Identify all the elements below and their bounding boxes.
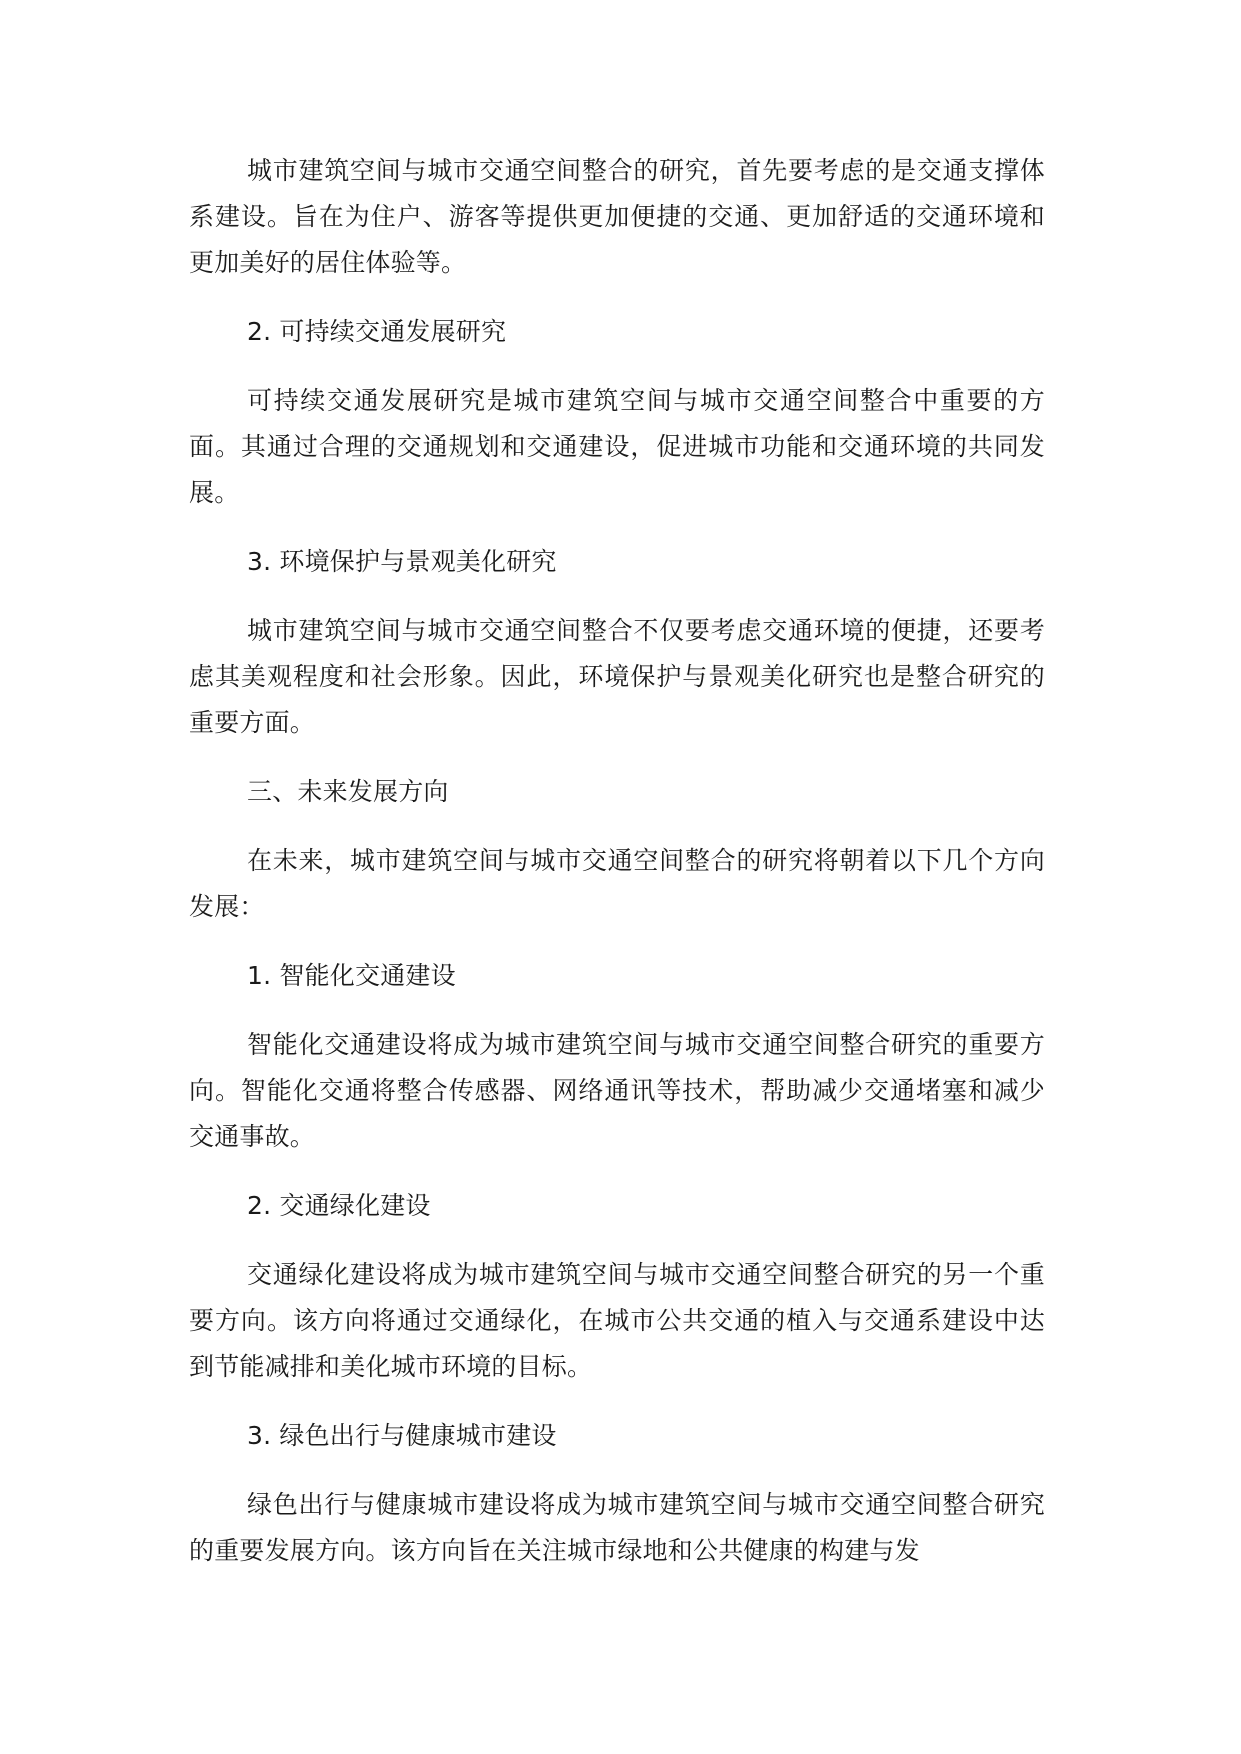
paragraph-environment-landscape: 城市建筑空间与城市交通空间整合不仅要考虑交通环境的便捷，还要考虑其美观程度和社会形象。因此，环境保护与景观美化研究也是整合研究的重要方面。 <box>189 616 1045 737</box>
document-body <box>189 148 1045 1597</box>
paragraph-green-travel: 绿色出行与健康城市建设将成为城市建筑空间与城市交通空间整合研究的重要发展方向。该方向旨在关注城市绿地和公共健康的构建与发 <box>189 1490 1045 1565</box>
paragraph-sustainable-transport: 可持续交通发展研究是城市建筑空间与城市交通空间整合中重要的方面。其通过合理的交通规划和交通建设，促进城市功能和交通环境的共同发展。 <box>189 386 1045 507</box>
paragraph-future-directions: 在未来，城市建筑空间与城市交通空间整合的研究将朝着以下几个方向发展： <box>189 846 1045 921</box>
heading-future-directions: 三、未来发展方向 <box>247 777 449 806</box>
heading-transport-greening: 2. 交通绿化建设 <box>247 1191 431 1220</box>
paragraph-transport-greening: 交通绿化建设将成为城市建筑空间与城市交通空间整合研究的另一个重要方向。该方向将通过交通绿化，在城市公共交通的植入与交通系建设中达到节能减排和美化城市环境的目标。 <box>189 1260 1045 1381</box>
heading-sustainable-transport: 2. 可持续交通发展研究 <box>247 317 507 346</box>
heading-smart-transport: 1. 智能化交通建设 <box>247 961 456 990</box>
heading-environment-landscape: 3. 环境保护与景观美化研究 <box>247 547 557 576</box>
paragraph-smart-transport: 智能化交通建设将成为城市建筑空间与城市交通空间整合研究的重要方向。智能化交通将整合传感器、网络通讯等技术，帮助减少交通堵塞和减少交通事故。 <box>189 1030 1045 1151</box>
heading-green-travel: 3. 绿色出行与健康城市建设 <box>247 1421 557 1450</box>
paragraph-transport-support: 城市建筑空间与城市交通空间整合的研究，首先要考虑的是交通支撑体系建设。旨在为住户、游客等提供更加便捷的交通、更加舒适的交通环境和更加美好的居住体验等。 <box>189 156 1045 277</box>
